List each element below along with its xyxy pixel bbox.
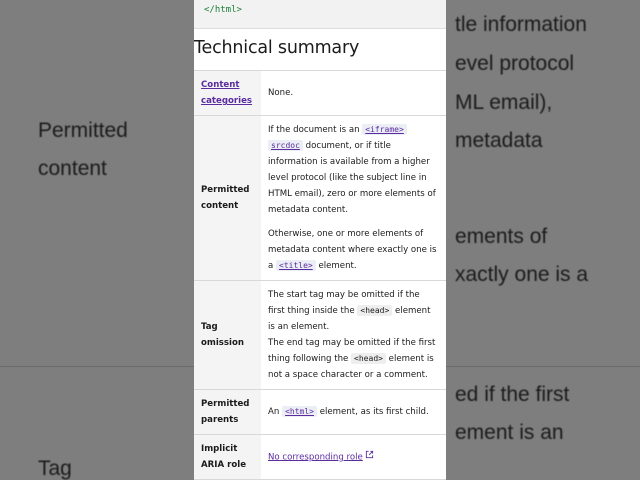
bg-text: ML email), xyxy=(455,91,553,114)
bg-text: ed if the first xyxy=(455,383,570,406)
table-row xyxy=(194,390,446,435)
bg-text: tle information xyxy=(455,13,587,36)
row-value xyxy=(261,116,446,281)
html-code-link[interactable]: <html> xyxy=(282,406,317,417)
srcdoc-code-link[interactable]: srcdoc xyxy=(268,140,303,151)
text: An xyxy=(268,407,283,417)
row-value: None. xyxy=(261,71,446,116)
paragraph xyxy=(268,122,438,218)
text: element. xyxy=(315,261,357,271)
text: element is not a space character or a comment. xyxy=(268,354,434,380)
code-example-block xyxy=(194,0,446,29)
bg-text: metadata xyxy=(455,129,543,152)
article-panel xyxy=(194,0,446,480)
row-value xyxy=(261,390,446,435)
paragraph xyxy=(268,287,438,335)
row-header: Implicit ARIA role xyxy=(194,435,261,480)
bg-text: ement is an xyxy=(455,421,564,444)
code-line: </html> xyxy=(204,5,242,15)
bg-text: ements of xyxy=(455,225,548,248)
table-row xyxy=(194,71,446,116)
row-header: Permitted content xyxy=(194,116,261,281)
row-header: Tag omission xyxy=(194,281,261,390)
bg-text: content xyxy=(38,157,107,180)
row-value xyxy=(261,281,446,390)
text: The end tag may be omitted if the first thing following the xyxy=(268,338,436,364)
text: Otherwise, one or more elements of metadata content where exactly one is a xyxy=(268,229,437,271)
row-header xyxy=(194,71,261,116)
bg-text: Permitted xyxy=(38,119,128,142)
table-row xyxy=(194,281,446,390)
row-value xyxy=(261,435,446,480)
technical-summary-table xyxy=(194,70,446,480)
bg-text: Tag xyxy=(38,457,72,480)
text: element is an element. xyxy=(268,306,431,332)
text: document, or if title information is available from a higher level protocol (like the subject line in HTML email), zero or more elements of metadata content. xyxy=(268,141,436,215)
content-categories-link[interactable]: Content categories xyxy=(201,80,253,106)
text: element, as its first child. xyxy=(316,407,429,417)
table-row xyxy=(194,435,446,480)
text: If the document is an xyxy=(268,125,363,135)
bg-text: evel protocol xyxy=(455,52,575,75)
table-row xyxy=(194,116,446,281)
bg-text: xactly one is a xyxy=(455,263,589,286)
iframe-code-link[interactable]: <iframe> xyxy=(362,124,407,135)
paragraph xyxy=(268,335,438,383)
head-code: <head> xyxy=(357,305,392,316)
head-code: <head> xyxy=(351,353,386,364)
text: The start tag may be omitted if the first thing inside the xyxy=(268,290,420,316)
external-link-icon xyxy=(365,449,374,465)
paragraph xyxy=(268,226,438,274)
aria-role-link[interactable]: No corresponding role xyxy=(268,452,363,463)
row-header: Permitted parents xyxy=(194,390,261,435)
title-code-link[interactable]: <title> xyxy=(276,260,316,271)
section-heading: Technical summary xyxy=(194,38,360,58)
